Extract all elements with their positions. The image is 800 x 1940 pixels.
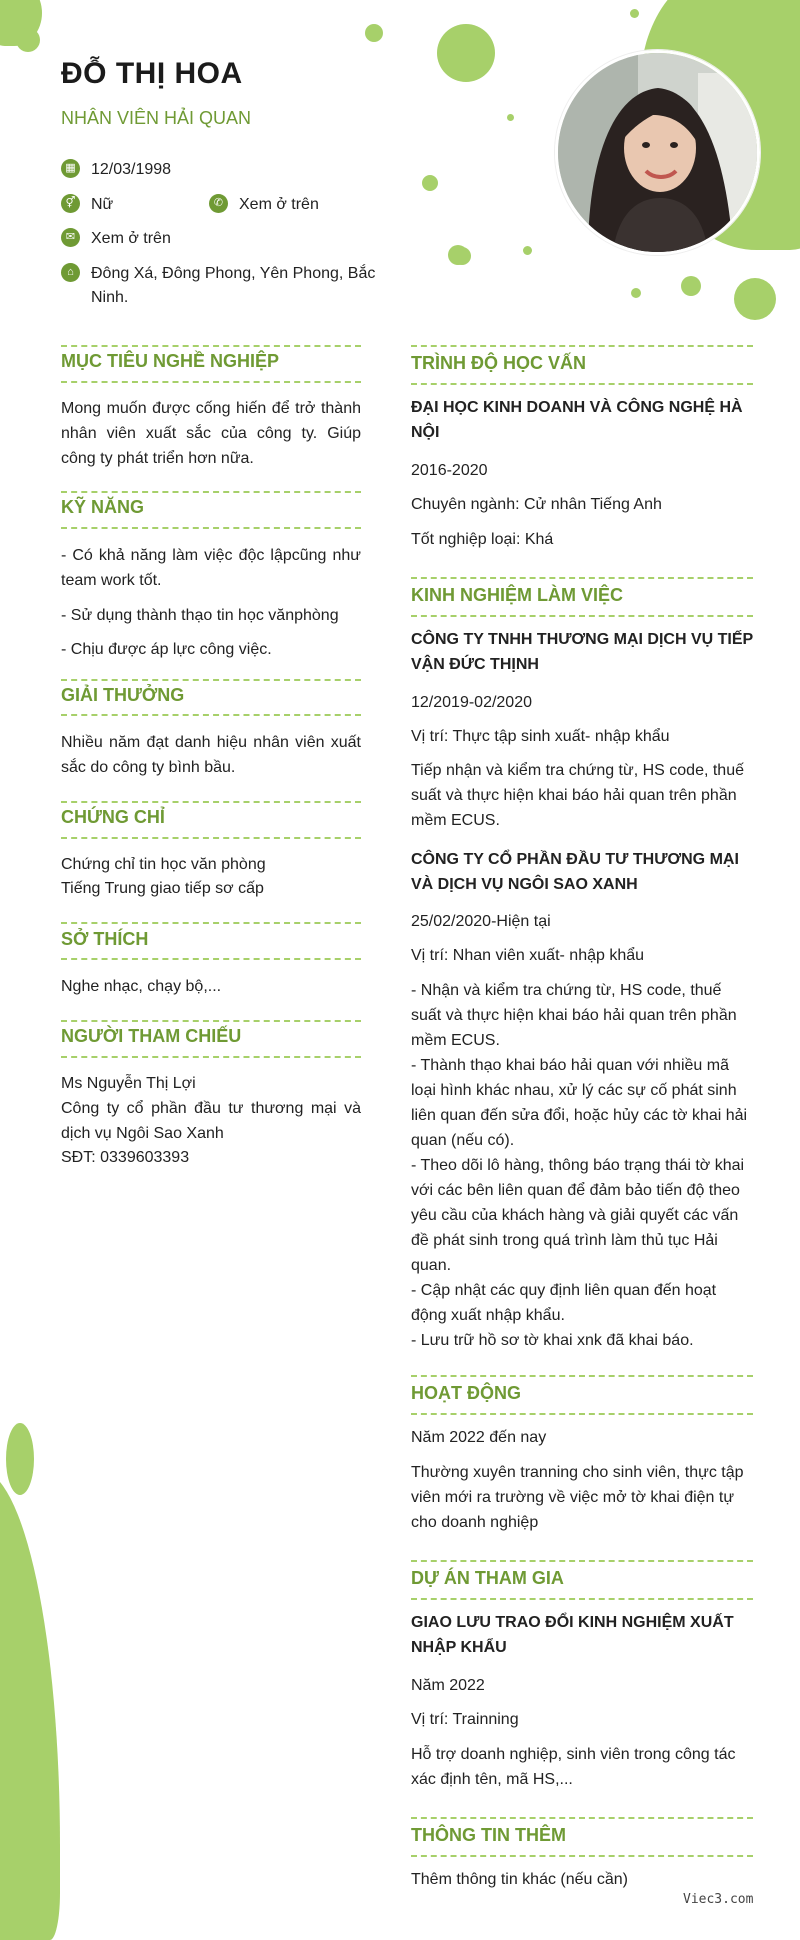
decor-dot [630,9,639,18]
email-text: Xem ở trên [91,230,171,247]
avatar-portrait [558,53,757,252]
cert-item: Tiếng Trung giao tiếp sơ cấp [61,880,264,897]
section-title: GIẢI THƯỞNG [61,685,185,705]
skill-item: - Có khả năng làm việc độc lậpcũng như team work tốt. [61,547,361,589]
section-title: THÔNG TIN THÊM [411,1825,566,1845]
decor-blob-left-bottom [6,1423,34,1495]
birthdate-row [61,158,381,182]
job-description [411,978,756,1353]
phone-text: Xem ở trên [239,196,319,213]
section-title: TRÌNH ĐỘ HỌC VẤN [411,353,586,373]
project-name: GIAO LƯU TRAO ĐỔI KINH NGHIỆM XUẤT NHẬP KHẨU [411,1614,734,1656]
cert-item: Chứng chỉ tin học văn phòng [61,856,266,873]
avatar [555,50,760,255]
job-description: Tiếp nhận và kiểm tra chứng từ, HS code, thuế suất và thực hiện khai báo hải quan trên phần mềm ECUS. [411,762,744,829]
section-title: HOẠT ĐỘNG [411,1383,521,1403]
job-company: CÔNG TY CỔ PHẦN ĐẦU TƯ THƯƠNG MẠI VÀ DỊCH VỤ NGÔI SAO XANH [411,851,739,893]
more-info-text: Thêm thông tin khác (nếu cần) [411,1871,629,1888]
hobbies-text: Nghe nhạc, chạy bộ,... [61,978,222,995]
project-year: Năm 2022 [411,1677,485,1694]
job-duty: - Lưu trữ hồ sơ tờ khai xnk đã khai báo. [411,1332,694,1349]
decor-dot [681,276,701,296]
decor-dot [422,175,438,191]
awards-text: Nhiều năm đạt danh hiệu nhân viên xuất sắc do công ty bình bầu. [61,734,361,776]
job-company: CÔNG TY TNHH THƯƠNG MẠI DỊCH VỤ TIẾP VẬN ĐỨC THỊNH [411,631,753,673]
job-period: 25/02/2020-Hiện tại [411,913,551,930]
calendar-icon: ▦ [61,159,80,178]
decor-dot [365,24,383,42]
job-duty: - Nhận và kiểm tra chứng từ, HS code, thuế suất và thực hiện khai báo hải quan trên phần mềm ECUS. [411,982,737,1049]
email-row [61,227,381,251]
section-title: KỸ NĂNG [61,497,145,517]
section-title: KINH NGHIỆM LÀM VIỆC [411,585,624,605]
gender-icon: ⚥ [61,194,80,213]
objective-text: Mong muốn được cống hiến để trở thành nhân viên xuất sắc của công ty. Giúp công ty phát triển hơn nữa. [61,400,361,467]
section-title: MỤC TIÊU NGHỀ NGHIỆP [61,351,280,371]
decor-dot [453,247,471,265]
home-icon: ⌂ [61,263,80,282]
decor-dot [523,246,532,255]
project-position: Vị trí: Trainning [411,1711,519,1728]
education-major: Chuyên ngành: Cử nhân Tiếng Anh [411,496,662,513]
gender-row [61,193,211,217]
job-position: Vị trí: Thực tập sinh xuất- nhập khẩu [411,728,670,745]
address-line2: Ninh. [91,289,129,306]
candidate-role: NHÂN VIÊN HẢI QUAN [61,108,252,128]
gender-text: Nữ [91,196,114,213]
decor-dot [437,24,495,82]
school-name: ĐẠI HỌC KINH DOANH VÀ CÔNG NGHỆ HÀ NỘI [411,399,743,441]
education-years: 2016-2020 [411,462,488,479]
job-position: Vị trí: Nhan viên xuất- nhập khẩu [411,947,645,964]
watermark: Viec3.com [683,1892,754,1907]
decor-dot [734,278,776,320]
decor-dot [631,288,641,298]
address-line1: Đông Xá, Đông Phong, Yên Phong, Bắc [91,265,376,282]
reference-name: Ms Nguyễn Thị Lợi [61,1075,196,1092]
phone-icon: ✆ [209,194,228,213]
activities-text: Thường xuyên tranning cho sinh viên, thực tập viên mới ra trường về việc mở tờ khai điện tự cho doanh nghiệp [411,1464,744,1531]
skill-item: - Chịu được áp lực công việc. [61,641,272,658]
email-icon: ✉ [61,228,80,247]
activities-period: Năm 2022 đến nay [411,1429,547,1446]
phone-row [209,193,379,217]
candidate-name: ĐỖ THỊ HOA [61,57,243,90]
decor-dot [507,114,514,121]
reference-company: Công ty cổ phần đầu tư thương mại và dịch vụ Ngôi Sao Xanh [61,1100,361,1142]
job-period: 12/2019-02/2020 [411,694,532,711]
address-row [61,262,391,312]
section-title: NGƯỜI THAM CHIẾU [61,1026,242,1046]
skill-item: - Sử dụng thành thạo tin học vănphòng [61,607,339,624]
project-text: Hỗ trợ doanh nghiệp, sinh viên trong công tác xác định tên, mã HS,... [411,1746,736,1788]
job-duty: - Cập nhật các quy định liên quan đến hoạt động xuất nhập khẩu. [411,1282,717,1324]
job-duty: - Thành thạo khai báo hải quan với nhiều mã loại hình khác nhau, xử lý các sự cố phát sinh liên quan đến sửa đổi, hoặc hủy các tờ khai hải quan (nếu có). [411,1057,748,1149]
decor-blob-left-bottom [0,1470,60,1940]
decor-dot [16,28,40,52]
section-title: SỞ THÍCH [61,929,149,949]
birthdate-text: 12/03/1998 [91,161,172,178]
section-title: DỰ ÁN THAM GIA [411,1568,564,1588]
reference-phone: SĐT: 0339603393 [61,1149,190,1166]
section-title: CHỨNG CHỈ [61,807,165,827]
education-grade: Tốt nghiệp loại: Khá [411,531,554,548]
job-duty: - Theo dõi lô hàng, thông báo trạng thái tờ khai với các bên liên quan để đảm bảo tiến độ theo yêu cầu của khách hàng và giải quyết các vấn đề phát sinh trong quá trình làm thủ tục Hải quan. [411,1157,745,1274]
